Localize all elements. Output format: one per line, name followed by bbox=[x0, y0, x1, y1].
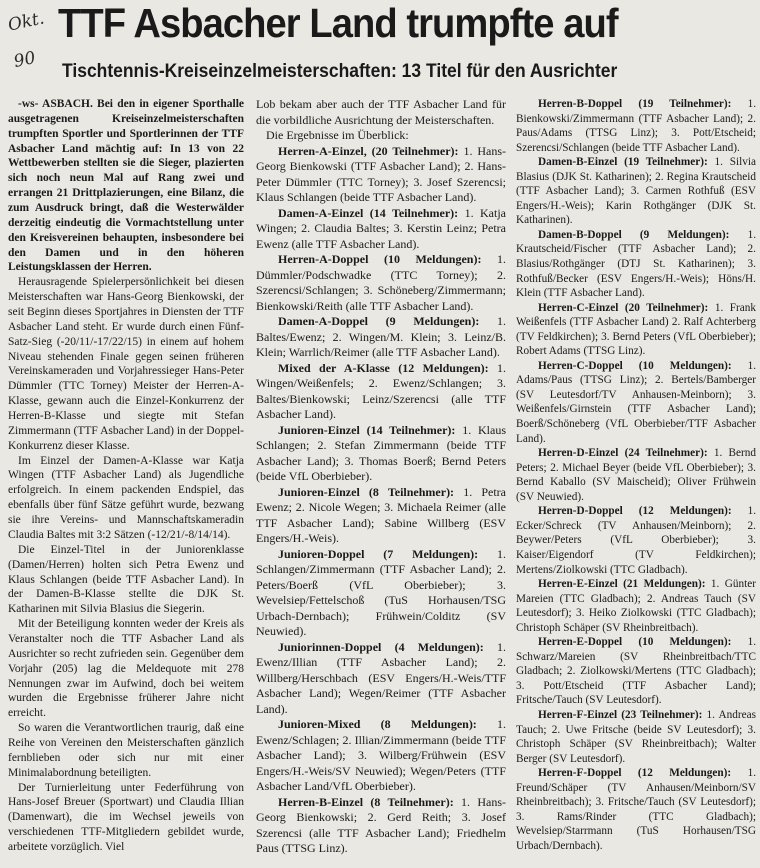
result-category: Junioren-Einzel (14 Teilnehmer): bbox=[278, 422, 456, 437]
result-entry bbox=[256, 640, 506, 718]
result-entry bbox=[516, 359, 756, 446]
body-paragraph: Herausragende Spielerpersönlichkeit bei diesen Meisterschaften war Hans-Georg Bienkowski, der seit Beginn dieses Sportjahres in Diensten der TTF Asbacher Land steht. Er wurde durch einen Fünf-Satz-Sieg (-20/11/-17/22/15) in einem auf hohem Niveau stehenden Finale gegen seinen früheren Vereinskameraden und Vorjahressieger Hans-Peter Dümmler (TTC Torney) Meister der Herren-A-Klasse, gewann auch die Einzel-Konkurrenz der Herren-B-Klasse und siegte mit Stefan Zimmermann (TTF Asbacher Land) in der Doppel-Konkurrenz dieser Klasse. bbox=[8, 276, 244, 452]
result-placings: 1. Ewenz/Schlagen; 2. Illian/Zimmermann (beide TTF Asbacher Land); 3. Wilberg/Frühwein (ESV Engers/H.-Weis/SV Neuwied); Wegen/Peters (TTF Asbacher Land/VfL Oberbieber). bbox=[256, 717, 506, 793]
result-entry bbox=[256, 547, 506, 640]
result-category: Junioren-Mixed (8 Meldungen): bbox=[278, 717, 477, 731]
result-entry bbox=[256, 795, 506, 857]
result-entry bbox=[256, 361, 506, 423]
article-column-3 bbox=[516, 97, 756, 853]
result-category: Herren-B-Einzel (8 Teilnehmer): bbox=[278, 794, 454, 809]
result-placings: 1. Silvia Blasius (DJK St. Katharinen); 2. Regina Krautscheid (TTF Asbacher Land); 3. Carmen Rothfuß (ESV Engers/H.-Weis); Karin Rothgänger (DJK St. Katharinen). bbox=[516, 156, 756, 227]
result-category: Herren-C-Einzel (20 Teilnehmer): bbox=[538, 301, 709, 314]
article-column-2 bbox=[256, 97, 506, 857]
result-placings: 1. Dümmler/Podschwadke (TTC Torney); 2. Szerencsi/Schlangen; 3. Schöneberg/Zimmermann; Bienkowski/Reith (alle TTF Asbacher Land). bbox=[256, 252, 506, 313]
result-entry bbox=[256, 485, 506, 547]
result-placings: 1. Freund/Schäper (TV Anhausen/Meinborn/SV Rheinbreitbach); 3. Fritsche/Tauch (SV Leutesdorf); 3. Rams/Rinder (TTC Gladbach); Wevelsiep/Starrmann (TuS Horhausen/TSG Urbach/Dernbach). bbox=[516, 767, 756, 852]
body-paragraph: Mit der Beteiligung konnten weder der Kreis als Veranstalter noch die TTF Asbacher Land als Ausrichter so recht zufrieden sein. Gegenüber dem Vorjahr (205) lag die Meldequote mit 278 Nennungen zwar im Aufwind, doch bei weitem wurden die Ergebnisse früherer Jahre nicht erreicht. bbox=[8, 618, 244, 720]
result-placings: 1. Ecker/Schreck (TV Anhausen/Meinborn); 2. Beywer/Peters (VfL Oberbieber); 3. Kaiser/Eigendorf (TV Feldkirchen); Mertens/Ziolkowski (TTC Gladbach). bbox=[516, 505, 756, 576]
result-entry bbox=[516, 635, 756, 708]
result-placings: 1. Krautscheid/Fischer (TTF Asbacher Land); 2. Blasius/Rothgänger (DTJ St. Katharinen); 3. Rothfuß/Becker (ESV Engers/H.-Weis); Höns/H. Klein (TTF Asbacher Land). bbox=[516, 228, 756, 300]
result-category: Junioren-Doppel (7 Meldungen): bbox=[278, 546, 479, 561]
result-category: Herren-E-Doppel (10 Meldungen): bbox=[538, 636, 732, 649]
result-placings: 1. Frank Weißenfels (TTF Asbacher Land) 2. Ralf Achterberg (TV Feldkirchen); 3. Bernd Peters (VfL Oberbieber); Robert Adams (TTSG Linz). bbox=[516, 301, 757, 358]
handwritten-date-month: Okt. bbox=[6, 8, 47, 36]
result-entry bbox=[516, 577, 756, 635]
result-category: Damen-B-Einzel (19 Teilnehmer): bbox=[538, 156, 708, 169]
result-category: Herren-C-Doppel (10 Meldungen): bbox=[538, 359, 732, 372]
result-placings: 1. Wingen/Weißenfels; 2. Ewenz/Schlangen; 3. Baltes/Bienkowski; Leinz/Szerencsi (alle TTF Asbacher Land). bbox=[256, 360, 507, 421]
result-entry bbox=[256, 252, 506, 314]
result-placings: 1. Schlangen/Zimmermann (TTF Asbacher Land); 2. Peters/Boerß (VfL Oberbieber); 3. Wevelsiep/Fettelschoß (TuS Horhausen/TSG Urbach-Dernbach); Frühwein/Colditz (SV Neuwied). bbox=[256, 546, 506, 638]
article-column-1 bbox=[8, 97, 244, 855]
subheadline: Tischtennis-Kreiseinzelmeisterschaften: 13 Titel für den Ausrichter bbox=[62, 61, 618, 82]
result-entry bbox=[516, 446, 756, 504]
results-list bbox=[256, 144, 506, 857]
result-category: Herren-B-Doppel (19 Teilnehmer): bbox=[538, 98, 732, 110]
result-entry bbox=[256, 314, 506, 361]
result-placings: 1. Bienkowski/Zimmermann (TTF Asbacher Land); 2. Paus/Adams (TTSG Linz); 3. Pott/Etscheid; Szerencsi/Schlangen (beide TTF Asbacher Land). bbox=[516, 98, 757, 154]
result-category: Herren-F-Doppel (12 Meldungen): bbox=[538, 767, 732, 780]
result-entry bbox=[516, 155, 756, 228]
result-category: Juniorinnen-Doppel (4 Meldungen): bbox=[278, 639, 484, 654]
results-intro: Die Ergebnisse im Überblick: bbox=[266, 128, 409, 142]
result-placings: 1. Klaus Schlangen; 2. Stefan Zimmermann (beide TTF Asbacher Land); 3. Thomas Boerß; Bernd Peters (beide VfL Oberbieber). bbox=[256, 422, 507, 483]
result-placings: 1. Baltes/Ewenz; 2. Wingen/M. Klein; 3. Leinz/B. Klein; Warrlich/Reimer (alle TTF Asbacher Land). bbox=[256, 314, 506, 359]
result-category: Damen-A-Einzel (14 Teilnehmer): bbox=[278, 205, 459, 220]
result-category: Herren-E-Einzel (21 Meldungen): bbox=[538, 578, 706, 591]
result-placings: 1. Bernd Peters; 2. Michael Beyer (beide VfL Oberbieber); 3. Bernd Kaballo (SV Maischeid); Oliver Frühwein (SV Neuwied). bbox=[516, 447, 757, 503]
result-placings: 1. Schwarz/Mareien (SV Rheinbreitbach/TTC Gladbach; 2. Ziolkowski/Mertens (TTC Gladbach); 3. Pott/Etscheid (TTF Asbacher Land); Fritsche/Tauch (SV Leutesdorf). bbox=[516, 636, 757, 707]
result-category: Herren-D-Einzel (24 Teilnehmer): bbox=[538, 447, 708, 460]
result-placings: 1. Katja Wingen; 2. Claudia Baltes; 3. Kerstin Leinz; Petra Ewenz (alle TTF Asbacher Land). bbox=[256, 205, 506, 251]
result-category: Damen-A-Doppel (9 Meldungen): bbox=[278, 314, 480, 328]
result-entry bbox=[516, 97, 756, 155]
result-entry bbox=[516, 301, 756, 359]
result-category: Damen-B-Doppel (9 Meldungen): bbox=[538, 228, 730, 241]
result-category: Herren-F-Einzel (23 Teilnehmer): bbox=[538, 708, 703, 721]
headline: TTF Asbacher Land trumpfte auf bbox=[58, 0, 618, 46]
body-paragraph: So waren die Verantwortlichen traurig, daß eine Reihe von Vereinen den Meisterschaften gänzlich fernblieben oder sich nur mit einer Minimalabordnung beteiligten. bbox=[8, 722, 244, 779]
result-entry bbox=[256, 206, 506, 253]
result-entry bbox=[516, 708, 756, 766]
result-placings: 1. Petra Ewenz; 2. Nicole Wegen; 3. Michaela Reimer (alle TTF Asbacher Land); Sabine Willberg (ESV Engers/H.-Weis). bbox=[256, 484, 506, 545]
handwritten-date-year: 90 bbox=[12, 47, 38, 73]
result-entry bbox=[256, 423, 506, 485]
result-placings: 1. Günter Mareien (TTC Gladbach); 2. Andreas Tauch (SV Leutesdorf); 3. Heiko Ziolkowski (TTC Gladbach); Christoph Schäper (SV Rheinbreitbach). bbox=[516, 578, 756, 634]
result-placings: 1. Hans-Georg Bienkowski (TTF Asbacher Land); 2. Hans-Peter Dümmler (TTC Torney); 3. Josef Szerencsi; Klaus Schlangen (beide TTF Asbacher Land). bbox=[256, 143, 506, 204]
result-placings: 1. Adams/Paus (TTSG Linz); 2. Bertels/Bamberger (SV Leutesdorf/TV Anhausen-Meinborn); 3. Weißenfels/Girnstein (TTF Asbacher Land); Boerß/Schöneberg (VfL Oberbieber/TTF Asbacher Land). bbox=[516, 359, 756, 445]
result-entry bbox=[256, 717, 506, 795]
result-placings: 1. Andreas Tauch; 2. Uwe Fritsche (beide SV Leutesdorf); 3. Christoph Schäper (SV Rheinbreitbach); Walter Berger (SV Leutesdorf). bbox=[516, 708, 756, 765]
results-list bbox=[516, 97, 756, 853]
result-entry bbox=[516, 504, 756, 577]
result-category: Junioren-Einzel (8 Teilnehmer): bbox=[278, 484, 455, 499]
body-paragraph: Der Turnierleitung unter Federführung von Hans-Josef Breuer (Sportwart) und Claudia Illian (Damenwart), die im Wechsel jeweils von verschiedenen TTF-Mitgliedern gebildet wurde, arbeitete vorzüglich. Viel bbox=[8, 781, 244, 853]
result-category: Herren-A-Doppel (10 Meldungen): bbox=[278, 252, 482, 266]
result-entry bbox=[516, 766, 756, 853]
body-paragraph: Im Einzel der Damen-A-Klasse war Katja Wingen (TTF Asbacher Land) als Jugendliche erfolgreich. In einem packenden Endspiel, das ebenfalls über fünf Sätze geführt wurde, bezwang sie ihre Vereins- und Mannschaftskameradin Claudia Baltes mit 3:2 Sätzen (-12/21/-8/14/14). bbox=[8, 454, 244, 541]
result-entry bbox=[516, 228, 756, 301]
body-paragraph: Die Einzel-Titel in der Juniorenklasse (Damen/Herren) holten sich Petra Ewenz und Klaus Schlangen (beide TTF Asbacher Land). In der Damen-B-Klasse stellte die DJK St. Katharinen mit Silvia Blasius die Siegerin. bbox=[8, 543, 244, 616]
result-category: Herren-D-Doppel (12 Meldungen): bbox=[538, 505, 732, 518]
result-category: Herren-A-Einzel, (20 Teilnehmer): bbox=[278, 143, 459, 158]
result-entry bbox=[256, 144, 506, 206]
result-placings: 1. Hans-Georg Bienkowski; 2. Gerd Reith; 3. Josef Szerencsi (alle TTF Asbacher Land); Friedhelm Paus (TTSG Linz). bbox=[256, 794, 506, 855]
result-category: Mixed der A-Klasse (12 Meldungen): bbox=[278, 360, 489, 375]
body-paragraph: Lob bekam aber auch der TTF Asbacher Land für die vorbildliche Ausrichtung der Meisterschaften. bbox=[256, 97, 506, 127]
lead-paragraph: -ws- ASBACH. Bei den in eigener Sporthalle ausgetragenen Kreiseinzelmeisterschaften trumpften Sportler und Sportlerinnen der TTF Asbacher Land mächtig auf: In 13 von 22 Wettbewerben stellten sie die Sieger, plazierten sich noch neun Mal auf Rang zwei und errangen 21 Drittplazierungen, eine Bilanz, die zum Ausdruck bringt, daß die Westerwälder derzeitig eindeutig die Vormachtstellung unter den Kreisvereinen behaupten, insbesondere bei den Damen und in den höheren Leistungsklassen der Herren. bbox=[8, 98, 244, 274]
result-placings: 1. Ewenz/Illian (TTF Asbacher Land); 2. Willberg/Herschbach (ESV Engers/H.-Weis/TTF Asbacher Land); Wegen/Reimer (TTF Asbacher Land). bbox=[256, 639, 507, 716]
